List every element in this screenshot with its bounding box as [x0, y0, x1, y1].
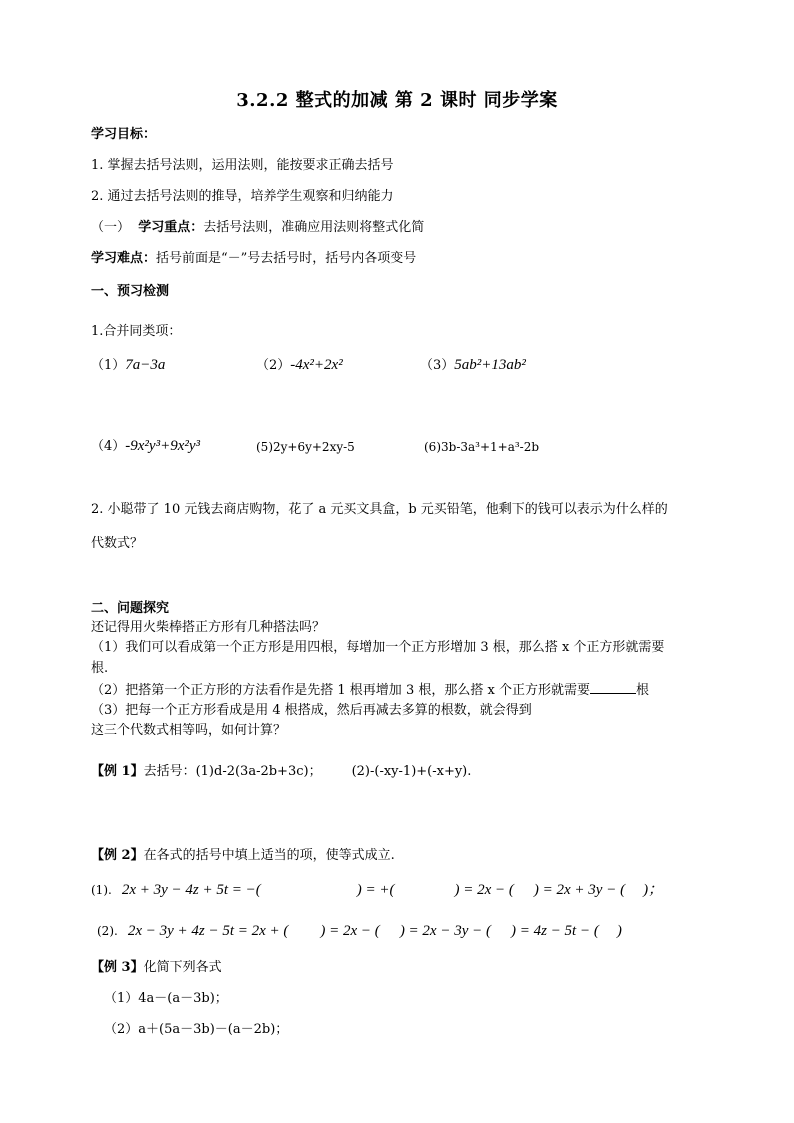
- math-expression: 2x + 3y − 4z + 5t = −(: [121, 882, 261, 898]
- math-expression: ) = 2x − (: [454, 882, 514, 898]
- example-3-item: （2）a＋(5a－3b)－(a－2b)；: [104, 1022, 289, 1037]
- math-expression: 7a−3a: [125, 357, 166, 373]
- problem-number: （3）: [420, 358, 455, 373]
- problem-5: (5)2y+6y+2xy-5: [256, 440, 355, 454]
- inquiry-line: （3）把每一个正方形看成是用 4 根搭成，然后再减去多算的根数，就会得到: [91, 703, 532, 718]
- problem-3: [420, 356, 526, 375]
- problem-1: [91, 356, 165, 375]
- math-expression: ) = 2x − (: [320, 923, 380, 939]
- example-text: (2)-(-xy-1)+(-x+y).: [351, 764, 472, 779]
- q1-label: 1.合并同类项：: [91, 324, 182, 339]
- math-expression: -9x²y³+9x²y³: [125, 438, 201, 454]
- difficulty-line: [91, 250, 416, 268]
- objective-item: 1. 掌握去括号法则，运用法则，能按要求正确去括号: [91, 158, 394, 173]
- difficulty-label: 学习难点：: [91, 251, 157, 266]
- problem-4: [91, 437, 200, 456]
- math-expression: ) = 4z − 5t − (: [510, 923, 599, 939]
- math-expression: ) = 2x − 3y − (: [399, 923, 491, 939]
- inquiry-line: 这三个代数式相等吗，如何计算？: [91, 723, 287, 738]
- problem-number: （2）: [256, 358, 291, 373]
- math-expression: ) = 2x + 3y − (: [533, 882, 626, 898]
- math-expression: )；: [643, 882, 664, 898]
- difficulty-text: 括号前面是“－”号去括号时，括号内各项变号: [156, 251, 417, 266]
- math-expression: 5ab²+13ab²: [454, 357, 526, 373]
- example-label: 【例 1】: [91, 764, 144, 779]
- math-expression: 2x − 3y + 4z − 5t = 2x + (: [127, 923, 289, 939]
- example-1: [91, 763, 471, 781]
- math-expression: ): [616, 923, 622, 939]
- example-2-row-2: [97, 922, 622, 941]
- page-title: 3.2.2 整式的加减 第 2 课时 同步学案: [236, 90, 558, 111]
- math-expression: ) = +(: [356, 882, 395, 898]
- example-3-item: （1）4a－(a－3b)；: [104, 991, 228, 1006]
- example-label: 【例 2】: [91, 848, 144, 863]
- problem-number: （4）: [91, 439, 126, 454]
- q2-line-2: 代数式？: [91, 536, 144, 551]
- objectives-heading: 学习目标：: [91, 127, 157, 142]
- q2-line-1: 2. 小聪带了 10 元钱去商店购物，花了 a 元买文具盒，b 元买铅笔，他剩下的钱可以表示为什么样的: [91, 502, 668, 517]
- example-text: 去括号：(1)d-2(3a-2b+3c)；: [143, 764, 322, 779]
- problem-number: （1）: [91, 358, 126, 373]
- key-points-prefix: （一）: [91, 220, 131, 235]
- example-label: 【例 3】: [91, 960, 144, 975]
- answer-blank[interactable]: [590, 681, 636, 694]
- inquiry-line: （1）我们可以看成第一个正方形是用四根，每增加一个正方形增加 3 根，那么搭 x 个正方形就需要: [91, 640, 665, 655]
- example-3: [91, 959, 222, 977]
- inquiry-line: 根.: [91, 661, 109, 676]
- key-points-line: [91, 219, 424, 237]
- key-points-label: 学习重点：: [138, 220, 204, 235]
- section1-heading: 一、预习检测: [91, 284, 170, 299]
- inquiry-text: 根: [635, 683, 649, 698]
- inquiry-line: [91, 681, 649, 700]
- problem-6: (6)3b-3a³+1+a³-2b: [424, 440, 540, 454]
- example-text: 化简下列各式: [143, 960, 222, 975]
- problem-2: [256, 356, 343, 375]
- row-number: (1).: [91, 883, 112, 897]
- example-2: [91, 847, 395, 865]
- math-expression: -4x²+2x²: [290, 357, 343, 373]
- objective-item: 2. 通过去括号法则的推导，培养学生观察和归纳能力: [91, 189, 394, 204]
- inquiry-text: （2）把搭第一个正方形的方法看作是先搭 1 根再增加 3 根，那么搭 x 个正方形就需要: [91, 683, 590, 698]
- row-number: (2).: [97, 924, 118, 938]
- example-2-row-1: [91, 881, 663, 900]
- key-points-text: 去括号法则，准确应用法则将整式化简: [203, 220, 425, 235]
- section2-heading: 二、问题探究: [91, 601, 170, 616]
- inquiry-line: 还记得用火柴棒搭正方形有几种搭法吗？: [91, 620, 326, 635]
- example-text: 在各式的括号中填上适当的项，使等式成立.: [143, 848, 395, 863]
